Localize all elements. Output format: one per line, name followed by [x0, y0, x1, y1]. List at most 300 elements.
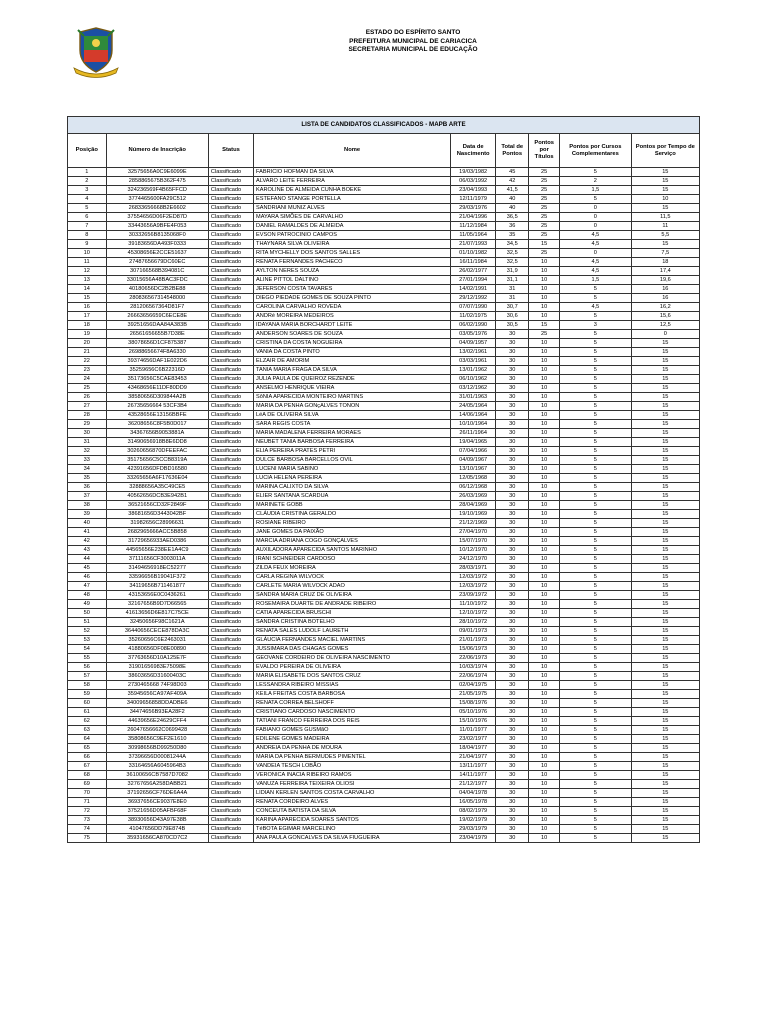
- table-row: [68, 348, 700, 357]
- cell-service-points: 17,4: [631, 267, 699, 276]
- cell-service-points: 15: [631, 204, 699, 213]
- cell-birthdate: 24/05/1964: [451, 402, 496, 411]
- cell-position: 3: [68, 186, 107, 195]
- cell-position: 32: [68, 447, 107, 456]
- cell-name: ELIA PEREIRA PRATES PETRI: [254, 447, 451, 456]
- cell-position: 8: [68, 231, 107, 240]
- table-row: [68, 618, 700, 627]
- cell-total-points: 30: [496, 564, 529, 573]
- cell-course-points: 5: [560, 501, 632, 510]
- table-row: [68, 555, 700, 564]
- cell-birthdate: 21/04/1996: [451, 213, 496, 222]
- cell-course-points: 5: [560, 798, 632, 807]
- cell-title-points: 10: [529, 609, 560, 618]
- cell-title-points: 10: [529, 627, 560, 636]
- table-row: [68, 717, 700, 726]
- cell-title-points: 25: [529, 222, 560, 231]
- cell-total-points: 30: [496, 465, 529, 474]
- cell-name: CARLA REGINA WILVOCK: [254, 573, 451, 582]
- cell-total-points: 30: [496, 501, 529, 510]
- cell-name: EVSON PATROCINIO CAMPOS: [254, 231, 451, 240]
- cell-registration: 26561656655B7D38E: [106, 330, 208, 339]
- cell-name: MARIA DA PENHA BERMUDES PIMENTEL: [254, 753, 451, 762]
- cell-birthdate: 15/08/1976: [451, 699, 496, 708]
- cell-position: 33: [68, 456, 107, 465]
- cell-position: 6: [68, 213, 107, 222]
- cell-birthdate: 11/05/1964: [451, 231, 496, 240]
- cell-service-points: 15: [631, 789, 699, 798]
- cell-course-points: 5: [560, 339, 632, 348]
- cell-total-points: 30: [496, 663, 529, 672]
- cell-title-points: 10: [529, 645, 560, 654]
- cell-position: 41: [68, 528, 107, 537]
- cell-position: 5: [68, 204, 107, 213]
- cell-name: VANUZA FERREIRA TEIXEIRA OLIOSI: [254, 780, 451, 789]
- cell-title-points: 10: [529, 411, 560, 420]
- table-body: [68, 168, 700, 843]
- cell-title-points: 10: [529, 519, 560, 528]
- cell-registration: 40180656DC2B2BE88: [106, 285, 208, 294]
- cell-service-points: 15: [631, 645, 699, 654]
- cell-service-points: 15: [631, 186, 699, 195]
- cell-status: Classificado: [208, 213, 253, 222]
- cell-position: 73: [68, 816, 107, 825]
- cell-registration: 27487656679DC60EC: [106, 258, 208, 267]
- cell-total-points: 36,5: [496, 213, 529, 222]
- cell-name: ANSELMO HENRIQUE VIEIRA: [254, 384, 451, 393]
- col-header-title-points: Pontos por Títulos: [529, 134, 560, 168]
- table-row: [68, 339, 700, 348]
- table-row: [68, 240, 700, 249]
- cell-birthdate: 10/12/1970: [451, 546, 496, 555]
- cell-birthdate: 22/06/1973: [451, 654, 496, 663]
- cell-service-points: 15: [631, 483, 699, 492]
- cell-status: Classificado: [208, 267, 253, 276]
- cell-status: Classificado: [208, 825, 253, 834]
- cell-birthdate: 04/04/1978: [451, 789, 496, 798]
- cell-position: 16: [68, 303, 107, 312]
- cell-course-points: 0: [560, 204, 632, 213]
- table-row: [68, 258, 700, 267]
- cell-service-points: 5,5: [631, 231, 699, 240]
- cell-registration: 2682965666ACC5B858: [106, 528, 208, 537]
- cell-registration: 38681656D3443042BF: [106, 510, 208, 519]
- cell-position: 53: [68, 636, 107, 645]
- cell-title-points: 10: [529, 726, 560, 735]
- table-row: [68, 465, 700, 474]
- cell-service-points: 15: [631, 492, 699, 501]
- cell-title-points: 10: [529, 744, 560, 753]
- cell-service-points: 15: [631, 753, 699, 762]
- table-row: [68, 546, 700, 555]
- cell-service-points: 15: [631, 429, 699, 438]
- table-row: [68, 609, 700, 618]
- cell-title-points: 10: [529, 258, 560, 267]
- cell-total-points: 30: [496, 447, 529, 456]
- cell-status: Classificado: [208, 222, 253, 231]
- cell-registration: 36100656CB7587D7082: [106, 771, 208, 780]
- cell-title-points: 10: [529, 807, 560, 816]
- cell-title-points: 10: [529, 501, 560, 510]
- cell-service-points: 15: [631, 528, 699, 537]
- cell-status: Classificado: [208, 258, 253, 267]
- cell-title-points: 10: [529, 357, 560, 366]
- cell-total-points: 30: [496, 402, 529, 411]
- cell-name: CLÁUDIA CRISTINA GERALDO: [254, 510, 451, 519]
- cell-birthdate: 12/05/1968: [451, 474, 496, 483]
- cell-total-points: 30: [496, 654, 529, 663]
- cell-birthdate: 27/01/1994: [451, 276, 496, 285]
- cell-title-points: 10: [529, 267, 560, 276]
- cell-name: GLÁUCIA FERNANDES MACIEL MARTINS: [254, 636, 451, 645]
- cell-position: 26: [68, 393, 107, 402]
- cell-service-points: 15: [631, 672, 699, 681]
- cell-name: VERONICA INACIA RIBEIRO RAMOS: [254, 771, 451, 780]
- cell-position: 7: [68, 222, 107, 231]
- cell-course-points: 5: [560, 789, 632, 798]
- cell-total-points: 30: [496, 717, 529, 726]
- cell-title-points: 10: [529, 762, 560, 771]
- cell-total-points: 30: [496, 339, 529, 348]
- cell-service-points: 15: [631, 519, 699, 528]
- cell-title-points: 10: [529, 600, 560, 609]
- cell-name: RENATA CORDEIRO ALVES: [254, 798, 451, 807]
- cell-title-points: 10: [529, 348, 560, 357]
- cell-registration: 41047656DD79E874B: [106, 825, 208, 834]
- cell-birthdate: 23/04/1993: [451, 186, 496, 195]
- cell-status: Classificado: [208, 537, 253, 546]
- cell-title-points: 10: [529, 564, 560, 573]
- cell-course-points: 5: [560, 645, 632, 654]
- cell-registration: 35808656C9EF2E1610: [106, 735, 208, 744]
- cell-title-points: 10: [529, 789, 560, 798]
- cell-registration: 32575656A0C9E6099E: [106, 168, 208, 177]
- cell-status: Classificado: [208, 582, 253, 591]
- cell-name: ANA PAULA GONCALVES DA SILVA FIUGUEIRA: [254, 834, 451, 843]
- cell-registration: 35175656C5CCB8319A: [106, 456, 208, 465]
- cell-service-points: 18: [631, 258, 699, 267]
- cell-status: Classificado: [208, 303, 253, 312]
- cell-course-points: 5: [560, 717, 632, 726]
- cell-name: MARIA DA PENHA GONçALVES TONON: [254, 402, 451, 411]
- cell-birthdate: 06/03/1992: [451, 177, 496, 186]
- cell-name: TATIANI FRANCO FERREIRA DOS REIS: [254, 717, 451, 726]
- cell-course-points: 4,5: [560, 258, 632, 267]
- cell-title-points: 10: [529, 285, 560, 294]
- table-row: [68, 474, 700, 483]
- cell-service-points: 7,5: [631, 249, 699, 258]
- col-header-course-points: Pontos por Cursos Complementares: [560, 134, 632, 168]
- cell-registration: 35259656C6B22316D: [106, 366, 208, 375]
- cell-course-points: 5: [560, 573, 632, 582]
- cell-status: Classificado: [208, 789, 253, 798]
- cell-registration: 39183656DA493F0333: [106, 240, 208, 249]
- cell-registration: 37111656CF3003011A: [106, 555, 208, 564]
- cell-title-points: 25: [529, 330, 560, 339]
- table-row: [68, 825, 700, 834]
- table-row: [68, 321, 700, 330]
- cell-title-points: 10: [529, 654, 560, 663]
- cell-total-points: 32,5: [496, 258, 529, 267]
- cell-service-points: 15: [631, 240, 699, 249]
- cell-course-points: 5: [560, 780, 632, 789]
- cell-registration: 33596656B19041F372: [106, 573, 208, 582]
- cell-position: 44: [68, 555, 107, 564]
- cell-service-points: 15: [631, 501, 699, 510]
- cell-name: AYLTON NERES SOUZA: [254, 267, 451, 276]
- cell-name: JUSSIMARA DAS CHAGAS GOMES: [254, 645, 451, 654]
- cell-registration: 35945656CA97AF409A: [106, 690, 208, 699]
- cell-title-points: 10: [529, 780, 560, 789]
- cell-course-points: 4,5: [560, 231, 632, 240]
- cell-service-points: 15: [631, 474, 699, 483]
- table-row: [68, 762, 700, 771]
- cell-title-points: 10: [529, 825, 560, 834]
- cell-course-points: 5: [560, 393, 632, 402]
- cell-total-points: 30: [496, 834, 529, 843]
- cell-total-points: 30: [496, 510, 529, 519]
- cell-name: ANDERSON SOARES DE SOUZA: [254, 330, 451, 339]
- cell-registration: 280836567314548000: [106, 294, 208, 303]
- cell-title-points: 10: [529, 465, 560, 474]
- cell-position: 69: [68, 780, 107, 789]
- cell-name: RENATA CORREA BELSHOFF: [254, 699, 451, 708]
- cell-name: VANIA DA COSTA PINTO: [254, 348, 451, 357]
- cell-status: Classificado: [208, 600, 253, 609]
- table-row: [68, 600, 700, 609]
- cell-status: Classificado: [208, 690, 253, 699]
- cell-registration: 30332656B8135068F0: [106, 231, 208, 240]
- cell-service-points: 15: [631, 555, 699, 564]
- cell-name: ROSIANE RIBEIRO: [254, 519, 451, 528]
- cell-registration: 31490656918B8E6DD8: [106, 438, 208, 447]
- cell-status: Classificado: [208, 339, 253, 348]
- cell-birthdate: 18/04/1977: [451, 744, 496, 753]
- cell-status: Classificado: [208, 519, 253, 528]
- cell-title-points: 25: [529, 186, 560, 195]
- cell-birthdate: 03/12/1962: [451, 384, 496, 393]
- cell-registration: 38930656D43A97E38B: [106, 816, 208, 825]
- cell-course-points: 5: [560, 609, 632, 618]
- cell-registration: 35260656C6E2463031: [106, 636, 208, 645]
- table-row: [68, 492, 700, 501]
- cell-total-points: 40: [496, 204, 529, 213]
- cell-position: 12: [68, 267, 107, 276]
- cell-birthdate: 13/02/1961: [451, 348, 496, 357]
- cell-birthdate: 12/03/1972: [451, 573, 496, 582]
- cell-service-points: 15: [631, 456, 699, 465]
- cell-total-points: 30: [496, 411, 529, 420]
- cell-registration: 26988656674F8A6330: [106, 348, 208, 357]
- cell-registration: 38078656D1CF875387: [106, 339, 208, 348]
- cell-birthdate: 21/07/1993: [451, 240, 496, 249]
- header-state: ESTADO DO ESPÍRITO SANTO: [365, 29, 461, 36]
- cell-birthdate: 31/01/1963: [451, 393, 496, 402]
- cell-course-points: 5: [560, 447, 632, 456]
- cell-course-points: 5: [560, 492, 632, 501]
- cell-position: 21: [68, 348, 107, 357]
- cell-position: 67: [68, 762, 107, 771]
- cell-name: SARA REGIS COSTA: [254, 420, 451, 429]
- cell-service-points: 15: [631, 573, 699, 582]
- cell-name: EVALDO PEREIRA DE OLIVEIRA: [254, 663, 451, 672]
- cell-position: 35: [68, 474, 107, 483]
- cell-registration: 32167656B9D7D66565: [106, 600, 208, 609]
- cell-total-points: 30: [496, 771, 529, 780]
- cell-name: KEILA FREITAS COSTA BARBOSA: [254, 690, 451, 699]
- table-row: [68, 591, 700, 600]
- cell-position: 22: [68, 357, 107, 366]
- cell-status: Classificado: [208, 807, 253, 816]
- cell-position: 63: [68, 726, 107, 735]
- cell-service-points: 15: [631, 744, 699, 753]
- cell-title-points: 25: [529, 231, 560, 240]
- cell-title-points: 10: [529, 690, 560, 699]
- cell-title-points: 25: [529, 204, 560, 213]
- cell-service-points: 15: [631, 762, 699, 771]
- cell-status: Classificado: [208, 591, 253, 600]
- cell-course-points: 5: [560, 510, 632, 519]
- header-prefecture: PREFEITURA MUNICIPAL DE CARIACICA: [349, 37, 477, 45]
- cell-course-points: 5: [560, 771, 632, 780]
- cell-status: Classificado: [208, 240, 253, 249]
- cell-name: ZILDA FEUX MOREIRA: [254, 564, 451, 573]
- cell-name: LESSANDRA RIBEIRO MISSIAS: [254, 681, 451, 690]
- cell-status: Classificado: [208, 483, 253, 492]
- cell-total-points: 30: [496, 798, 529, 807]
- col-header-position: Posição: [68, 134, 107, 168]
- cell-title-points: 10: [529, 672, 560, 681]
- cell-name: CAROLINA CARVALHO ROVEDA: [254, 303, 451, 312]
- cell-name: RITA MYCHELLY DOS SANTOS SALLES: [254, 249, 451, 258]
- cell-status: Classificado: [208, 186, 253, 195]
- cell-position: 51: [68, 618, 107, 627]
- cell-birthdate: 15/06/1973: [451, 645, 496, 654]
- cell-service-points: 15: [631, 816, 699, 825]
- cell-course-points: 5: [560, 474, 632, 483]
- cell-service-points: 15: [631, 717, 699, 726]
- cell-total-points: 30: [496, 627, 529, 636]
- cell-service-points: 15: [631, 168, 699, 177]
- cell-total-points: 30,5: [496, 321, 529, 330]
- cell-status: Classificado: [208, 672, 253, 681]
- cell-total-points: 30: [496, 726, 529, 735]
- cell-name: MARINETE GOBB: [254, 501, 451, 510]
- cell-position: 1: [68, 168, 107, 177]
- col-header-service-points: Pontos por Tempo de Serviço: [631, 134, 699, 168]
- cell-birthdate: 13/10/1967: [451, 465, 496, 474]
- cell-name: SANDRIANI MUNIZ ALVES: [254, 204, 451, 213]
- table-row: [68, 663, 700, 672]
- cell-status: Classificado: [208, 645, 253, 654]
- table-row: [68, 249, 700, 258]
- cell-status: Classificado: [208, 411, 253, 420]
- cell-position: 14: [68, 285, 107, 294]
- cell-birthdate: 21/01/1973: [451, 636, 496, 645]
- cell-course-points: 5: [560, 699, 632, 708]
- cell-course-points: 5: [560, 744, 632, 753]
- cell-service-points: 15: [631, 798, 699, 807]
- cell-position: 9: [68, 240, 107, 249]
- cell-total-points: 30: [496, 735, 529, 744]
- cell-total-points: 36: [496, 222, 529, 231]
- cell-course-points: 4,5: [560, 267, 632, 276]
- cell-title-points: 10: [529, 555, 560, 564]
- cell-birthdate: 28/04/1969: [451, 501, 496, 510]
- cell-course-points: 5: [560, 816, 632, 825]
- cell-registration: 26047656662C0699428: [106, 726, 208, 735]
- cell-course-points: 5: [560, 825, 632, 834]
- table-row: [68, 294, 700, 303]
- cell-service-points: 15: [631, 546, 699, 555]
- table-row: [68, 195, 700, 204]
- cell-registration: 44565656E238EE1A4C9: [106, 546, 208, 555]
- table-row: [68, 636, 700, 645]
- cell-status: Classificado: [208, 798, 253, 807]
- cell-title-points: 10: [529, 717, 560, 726]
- cell-service-points: 15: [631, 690, 699, 699]
- cell-title-points: 10: [529, 636, 560, 645]
- cell-status: Classificado: [208, 717, 253, 726]
- cell-status: Classificado: [208, 726, 253, 735]
- cell-title-points: 10: [529, 384, 560, 393]
- cell-status: Classificado: [208, 555, 253, 564]
- cell-course-points: 5: [560, 168, 632, 177]
- cell-course-points: 5: [560, 708, 632, 717]
- table-row: [68, 816, 700, 825]
- cell-registration: 36521656CD32F2849F: [106, 501, 208, 510]
- cell-service-points: 15: [631, 834, 699, 843]
- cell-birthdate: 21/12/1969: [451, 519, 496, 528]
- cell-status: Classificado: [208, 501, 253, 510]
- cell-title-points: 10: [529, 510, 560, 519]
- cell-title-points: 10: [529, 303, 560, 312]
- cell-total-points: 30: [496, 366, 529, 375]
- cell-registration: 33265656A6F17636E04: [106, 474, 208, 483]
- cell-total-points: 41,5: [496, 186, 529, 195]
- table-row: [68, 645, 700, 654]
- cell-title-points: 10: [529, 375, 560, 384]
- cell-birthdate: 07/07/1990: [451, 303, 496, 312]
- cell-position: 54: [68, 645, 107, 654]
- table-row: [68, 771, 700, 780]
- cell-service-points: 19,6: [631, 276, 699, 285]
- cell-total-points: 30: [496, 681, 529, 690]
- cell-birthdate: 19/04/1965: [451, 438, 496, 447]
- cell-service-points: 15: [631, 618, 699, 627]
- cell-registration: 37763656D10A125E7F: [106, 654, 208, 663]
- cell-course-points: 5: [560, 285, 632, 294]
- cell-birthdate: 11/02/1975: [451, 312, 496, 321]
- cell-status: Classificado: [208, 375, 253, 384]
- cell-name: LUCIA HELENA PEREIRA: [254, 474, 451, 483]
- cell-course-points: 5: [560, 627, 632, 636]
- cell-total-points: 30: [496, 690, 529, 699]
- cell-birthdate: 01/10/1982: [451, 249, 496, 258]
- cell-status: Classificado: [208, 402, 253, 411]
- cell-position: 71: [68, 798, 107, 807]
- cell-total-points: 30: [496, 645, 529, 654]
- table-row: [68, 429, 700, 438]
- cell-title-points: 10: [529, 294, 560, 303]
- cell-birthdate: 22/06/1974: [451, 672, 496, 681]
- cell-status: Classificado: [208, 330, 253, 339]
- cell-birthdate: 12/10/1972: [451, 609, 496, 618]
- cell-registration: 43528656E13156BBFE: [106, 411, 208, 420]
- cell-registration: 39374656DAF1E022D6: [106, 357, 208, 366]
- cell-service-points: 15: [631, 348, 699, 357]
- cell-registration: 26735656664 53CF3B4: [106, 402, 208, 411]
